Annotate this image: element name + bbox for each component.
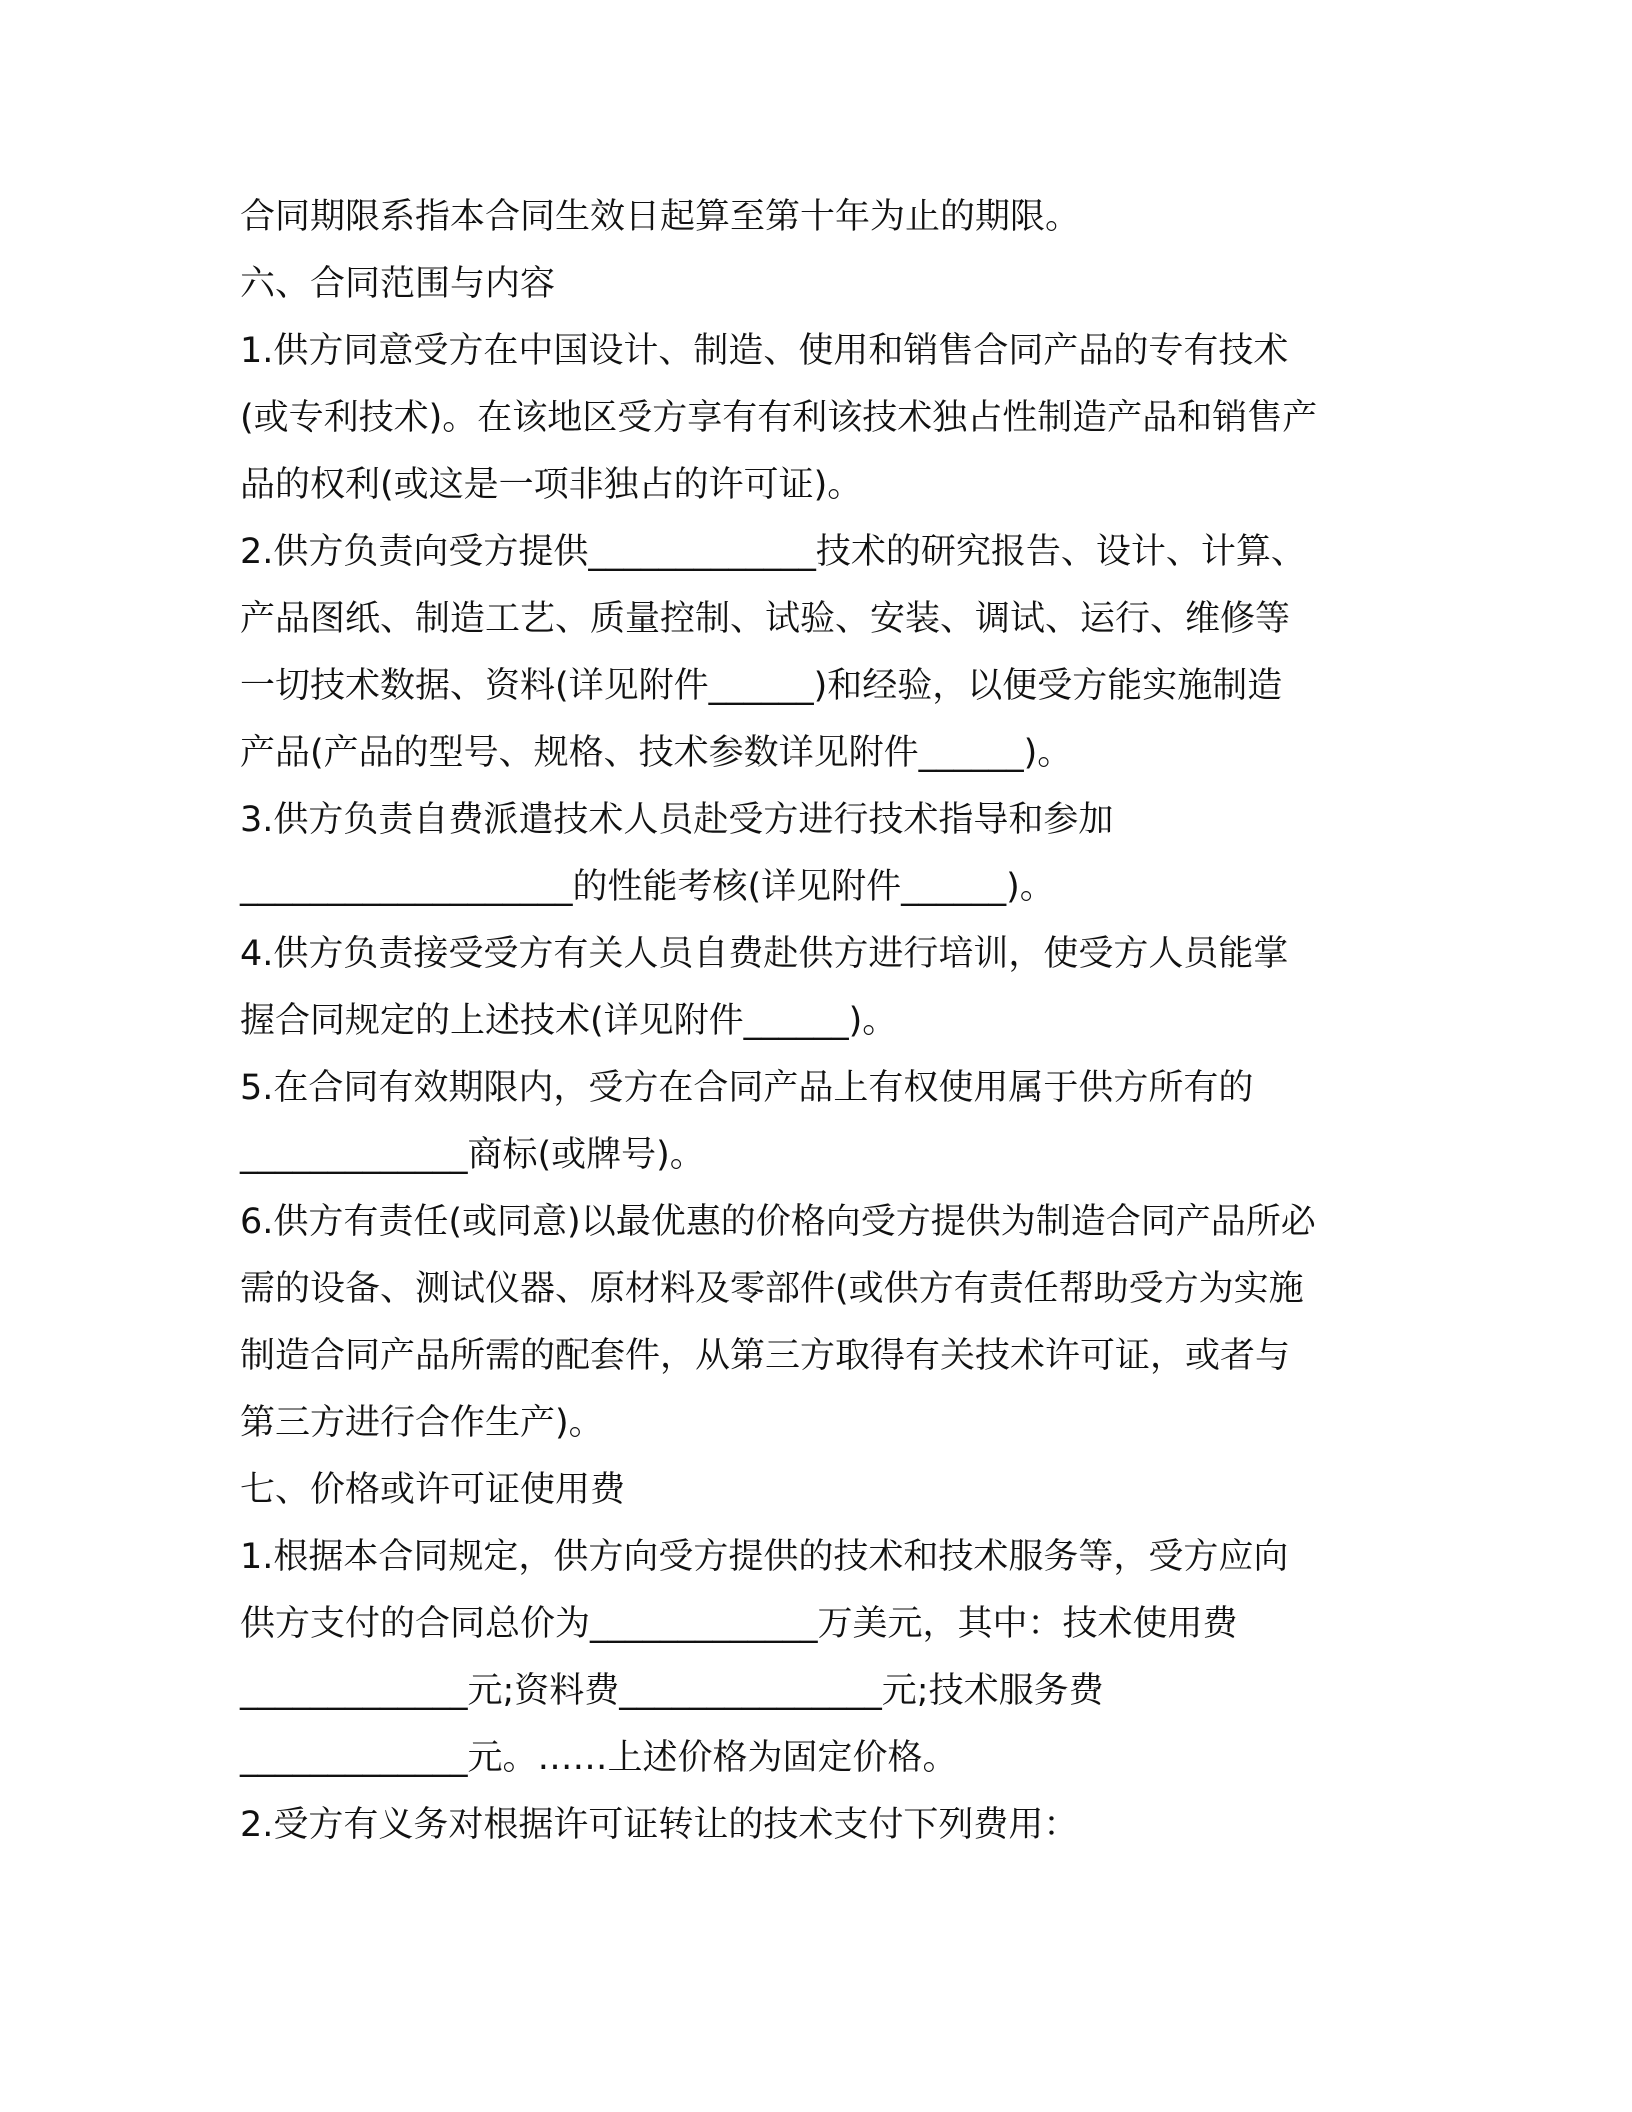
text-line: _____________元。……上述价格为固定价格。 bbox=[240, 1738, 958, 1778]
text-line: 第三方进行合作生产)。 bbox=[240, 1403, 604, 1443]
text-line: 1.供方同意受方在中国设计、制造、使用和销售合同产品的专有技术 bbox=[240, 331, 1289, 371]
text-line: 制造合同产品所需的配套件，从第三方取得有关技术许可证，或者与 bbox=[240, 1336, 1291, 1376]
text-line: 产品(产品的型号、规格、技术参数详见附件______)。 bbox=[240, 733, 1073, 773]
text-line: (或专利技术)。在该地区受方享有有利该技术独占性制造产品和销售产 bbox=[240, 398, 1318, 438]
text-line: 供方支付的合同总价为_____________万美元，其中：技术使用费 bbox=[240, 1604, 1238, 1644]
text-line: 3.供方负责自费派遣技术人员赴受方进行技术指导和参加 bbox=[240, 800, 1114, 840]
document-body bbox=[240, 184, 1400, 1859]
text-line: 需的设备、测试仪器、原材料及零部件(或供方有责任帮助受方为实施 bbox=[240, 1269, 1304, 1309]
text-line: _____________元;资料费_______________元;技术服务费 bbox=[240, 1671, 1104, 1711]
text-line: 2.受方有义务对根据许可证转让的技术支付下列费用： bbox=[240, 1805, 1079, 1845]
text-line: 握合同规定的上述技术(详见附件______)。 bbox=[240, 1001, 898, 1041]
text-line: 1.根据本合同规定，供方向受方提供的技术和技术服务等，受方应向 bbox=[240, 1537, 1289, 1577]
text-line: 产品图纸、制造工艺、质量控制、试验、安装、调试、运行、维修等 bbox=[240, 599, 1291, 639]
section-heading-price: 七、价格或许可证使用费 bbox=[240, 1470, 626, 1510]
text-line: _____________商标(或牌号)。 bbox=[240, 1135, 705, 1175]
text-line: 品的权利(或这是一项非独占的许可证)。 bbox=[240, 465, 863, 505]
text-line: 2.供方负责向受方提供_____________技术的研究报告、设计、计算、 bbox=[240, 532, 1306, 572]
text-line: 5.在合同有效期限内，受方在合同产品上有权使用属于供方所有的 bbox=[240, 1068, 1254, 1108]
text-line: 6.供方有责任(或同意)以最优惠的价格向受方提供为制造合同产品所必 bbox=[240, 1202, 1316, 1242]
section-heading-scope: 六、合同范围与内容 bbox=[240, 264, 556, 304]
text-line: ___________________的性能考核(详见附件______)。 bbox=[240, 867, 1055, 907]
text-line: 一切技术数据、资料(详见附件______)和经验，以便受方能实施制造 bbox=[240, 666, 1283, 706]
text-line-term-definition: 合同期限系指本合同生效日起算至第十年为止的期限。 bbox=[240, 197, 1081, 237]
text-line: 4.供方负责接受受方有关人员自费赴供方进行培训，使受方人员能掌 bbox=[240, 934, 1289, 974]
